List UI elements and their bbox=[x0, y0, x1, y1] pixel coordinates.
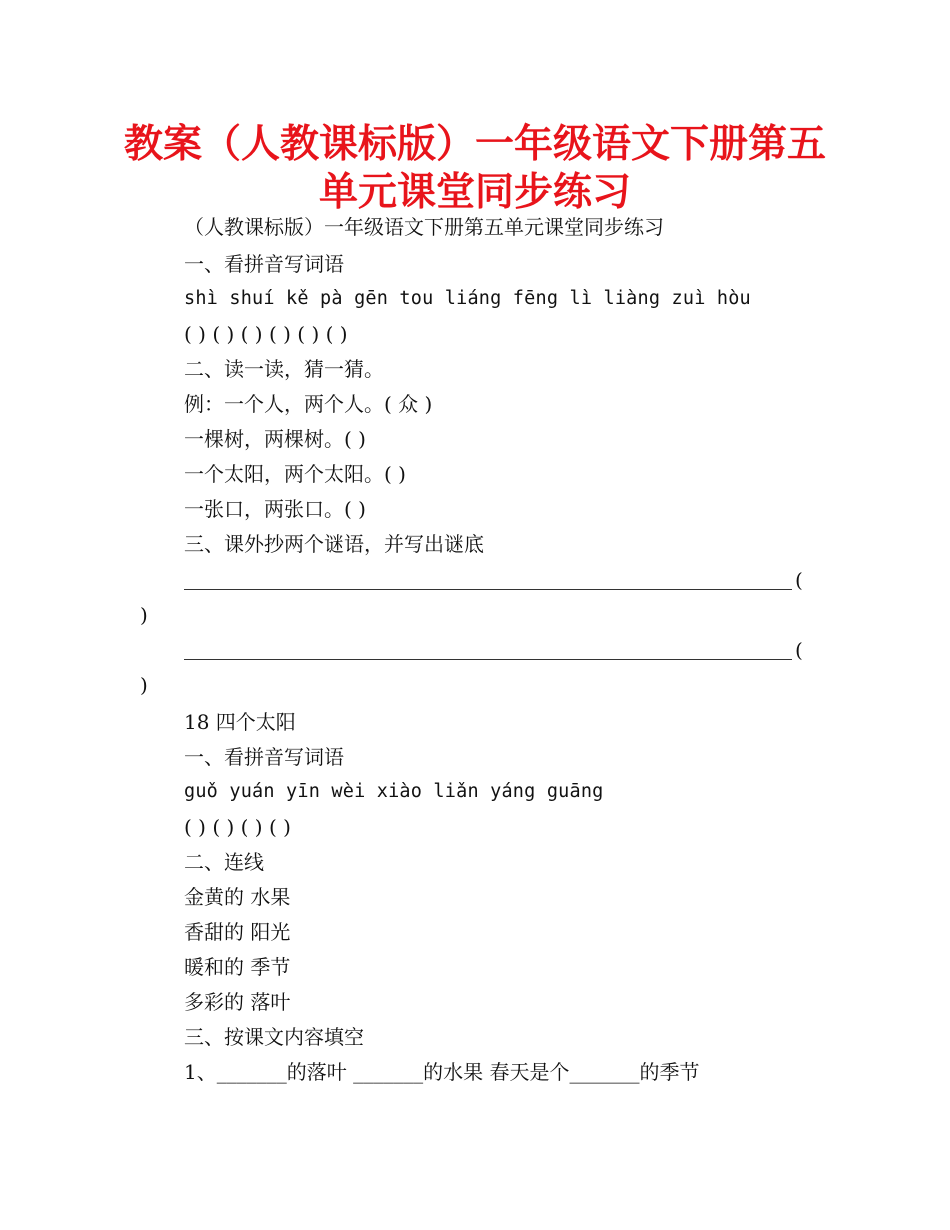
match-item: 金黄的 水果 bbox=[184, 885, 291, 909]
part3-heading: 三、课外抄两个谜语，并写出谜底 bbox=[184, 532, 484, 556]
lesson-18-heading-1: 一、看拼音写词语 bbox=[184, 745, 344, 769]
part2-question-1: 一棵树，两棵树。( ) bbox=[184, 427, 366, 451]
match-item: 香甜的 阳光 bbox=[184, 920, 291, 944]
subtitle: （人教课标版）一年级语文下册第五单元课堂同步练习 bbox=[184, 215, 664, 239]
part1-blanks: ( ) ( ) ( ) ( ) ( ) ( ) bbox=[184, 322, 348, 346]
lesson-18-title: 18 四个太阳 bbox=[184, 710, 296, 734]
lesson-18-heading-3: 三、按课文内容填空 bbox=[184, 1025, 364, 1049]
answer-line-2 bbox=[184, 659, 792, 660]
fill-in-question-1: 1、_______的落叶 _______的水果 春天是个_______的季节 bbox=[184, 1060, 700, 1084]
part2-question-3: 一张口，两张口。( ) bbox=[184, 497, 366, 521]
answer-1-open-paren: ( bbox=[795, 568, 803, 592]
lesson-18-heading-2: 二、连线 bbox=[184, 850, 264, 874]
part2-question-2: 一个太阳，两个太阳。( ) bbox=[184, 462, 406, 486]
part1-heading: 一、看拼音写词语 bbox=[184, 252, 344, 276]
part2-heading: 二、读一读，猜一猜。 bbox=[184, 357, 384, 381]
document-title-line-1: 教案（人教课标版）一年级语文下册第五 bbox=[123, 122, 826, 167]
lesson-18-blanks: ( ) ( ) ( ) ( ) bbox=[184, 815, 291, 839]
lesson-18-pinyin: guǒ yuán yīn wèi xiào liǎn yáng guāng bbox=[184, 781, 604, 802]
answer-2-open-paren: ( bbox=[795, 638, 803, 662]
answer-2-close-paren: ) bbox=[140, 673, 148, 697]
document-title-line-2: 单元课堂同步练习 bbox=[318, 170, 631, 215]
match-item: 暖和的 季节 bbox=[184, 955, 291, 979]
answer-line-1 bbox=[184, 589, 792, 590]
part1-pinyin: shì shuí kě pà gēn tou liáng fēng lì liàng zuì hòu bbox=[184, 288, 751, 309]
answer-1-close-paren: ) bbox=[140, 603, 148, 627]
match-item: 多彩的 落叶 bbox=[184, 990, 291, 1014]
part2-example: 例：一个人，两个人。( 众 ) bbox=[184, 392, 433, 416]
